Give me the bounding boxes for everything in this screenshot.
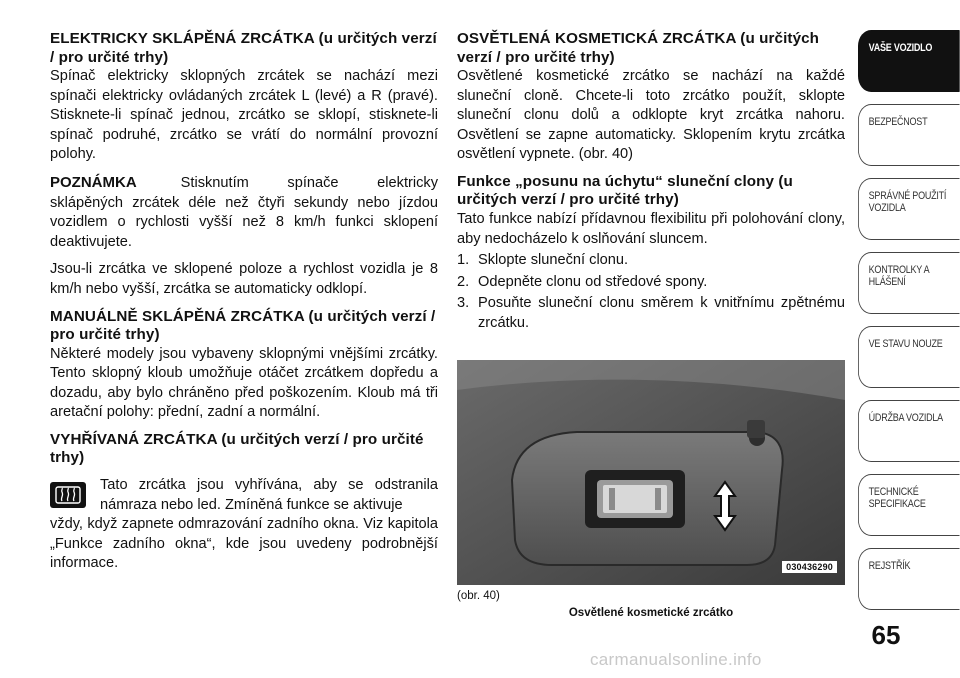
figure-code: 030436290 — [782, 561, 837, 573]
chapter-tabs — [858, 30, 960, 620]
list-item: 2. Odepněte clonu od středové spony. — [457, 273, 708, 290]
list-item: 1. Sklopte sluneční clonu. — [457, 252, 629, 269]
steps-list — [457, 251, 845, 333]
figure-caption: Osvětlené kosmetické zrcátko — [568, 607, 734, 619]
tab-spravne-pouziti[interactable]: SPRÁVNÉ POUŽITÍ VOZIDLA — [858, 178, 960, 240]
section-title-heated-mirrors: VYHŘÍVANÁ ZRCÁTKA (u určitých verzí / pro určité trhy) — [50, 430, 424, 467]
section-title-sun-visor-slide: Funkce „posunu na úchytu“ sluneční clony (u určitých verzí / pro určité trhy) — [457, 172, 793, 209]
vanity-mirror-photo — [457, 360, 845, 585]
section-body-heated-mirrors-a: Tato zrcátka jsou vyhřívána, aby se odstranila námraza nebo led. Zmíněná funkce se aktivuje — [100, 476, 438, 513]
tab-rejstrik[interactable]: REJSTŘÍK — [858, 548, 960, 610]
vanity-mirror-illustration — [457, 360, 845, 585]
section-body-vanity-mirror: Osvětlené kosmetické zrcátko se nachází na každé sluneční cloně. Chcete-li toto zrcátko použít, sklopte sluneční clonu dolů a odklopte kryt zrcátka nahoru. Osvětlení se zapne automaticky. Sklopením krytu zrcátka osvětlení vypnete. (obr. 40) — [457, 68, 845, 163]
note-body: Stisknutím spínače elektricky sklápěných zrcátek déle než čtyři sekundy nebo jízdou vozidlem o rychlosti vyšší než 8 km/h funkci sklopení deaktivujete. — [50, 174, 438, 250]
auto-unfold-paragraph: Jsou-li zrcátka ve sklopené poloze a rychlost vozidla je 8 km/h nebo vyšší, zrcátka se automaticky odklopí. — [50, 261, 438, 297]
section-title-vanity-mirror: OSVĚTLENÁ KOSMETICKÁ ZRCÁTKA (u určitých verzí / pro určité trhy) — [457, 30, 820, 66]
note-paragraph — [50, 173, 438, 252]
left-column — [50, 30, 438, 574]
heated-mirrors-block — [50, 476, 438, 574]
page-number: 65 — [871, 620, 901, 650]
section-title-manual-folding-mirrors: MANUÁLNĚ SKLÁPĚNÁ ZRCÁTKA (u určitých verzí / pro určité trhy) — [50, 307, 436, 344]
section-title-power-folding-mirrors: ELEKTRICKY SKLÁPĚNÁ ZRCÁTKA (u určitých verzí / pro určité trhy) — [50, 30, 437, 66]
figure-reference: (obr. 40) — [457, 590, 500, 602]
section-body-manual-folding-mirrors: Některé modely jsou vybaveny sklopnými vnějšími zrcátky. Tento sklopný kloub umožňuje otáčet zrcátkem dopředu a dozadu, aby bylo chráněno před poškozením. Kloub má tři aretační polohy: přední, zadní a normální. — [50, 345, 438, 421]
section-body-power-folding-mirrors: Spínač elektricky sklopných zrcátek se nachází mezi spínači elektricky ovládaných zrcátek L (levé) a R (pravé). Stisknete-li spínač jednou, zrcátko se sklopí, stisknete-li spínač podruhé, zrcátko se vrátí do normální provozní polohy. — [50, 68, 438, 163]
list-item: 3. Posuňte sluneční clonu směrem k vnitřnímu zpětnému zrcátku. — [457, 295, 845, 331]
watermark-text: carmanualsonline.info — [590, 650, 762, 669]
section-body-heated-mirrors-b: vždy, když zapnete odmrazování zadního okna. Viz kapitola „Funkce zadního okna“, kde jsou uvedeny podrobnější informace. — [50, 516, 438, 572]
tab-ve-stavu-nouze[interactable]: VE STAVU NOUZE — [858, 326, 960, 388]
tab-bezpecnost[interactable]: BEZPEČNOST — [858, 104, 960, 166]
rear-defrost-icon — [50, 482, 86, 508]
section-body-sun-visor-slide: Tato funkce nabízí přídavnou flexibilitu při polohování clony, aby nedocházelo k oslňování sluncem. — [457, 210, 845, 247]
tab-technicke-specifikace[interactable]: TECHNICKÉ SPECIFIKACE — [858, 474, 960, 536]
note-label: POZNÁMKA — [50, 173, 137, 191]
tab-kontrolky[interactable]: KONTROLKY A HLÁŠENÍ — [858, 252, 960, 314]
tab-vase-vozidlo[interactable]: VAŠE VOZIDLO — [858, 30, 960, 92]
right-column — [457, 30, 845, 336]
tab-udrzba[interactable]: ÚDRŽBA VOZIDLA — [858, 400, 960, 462]
